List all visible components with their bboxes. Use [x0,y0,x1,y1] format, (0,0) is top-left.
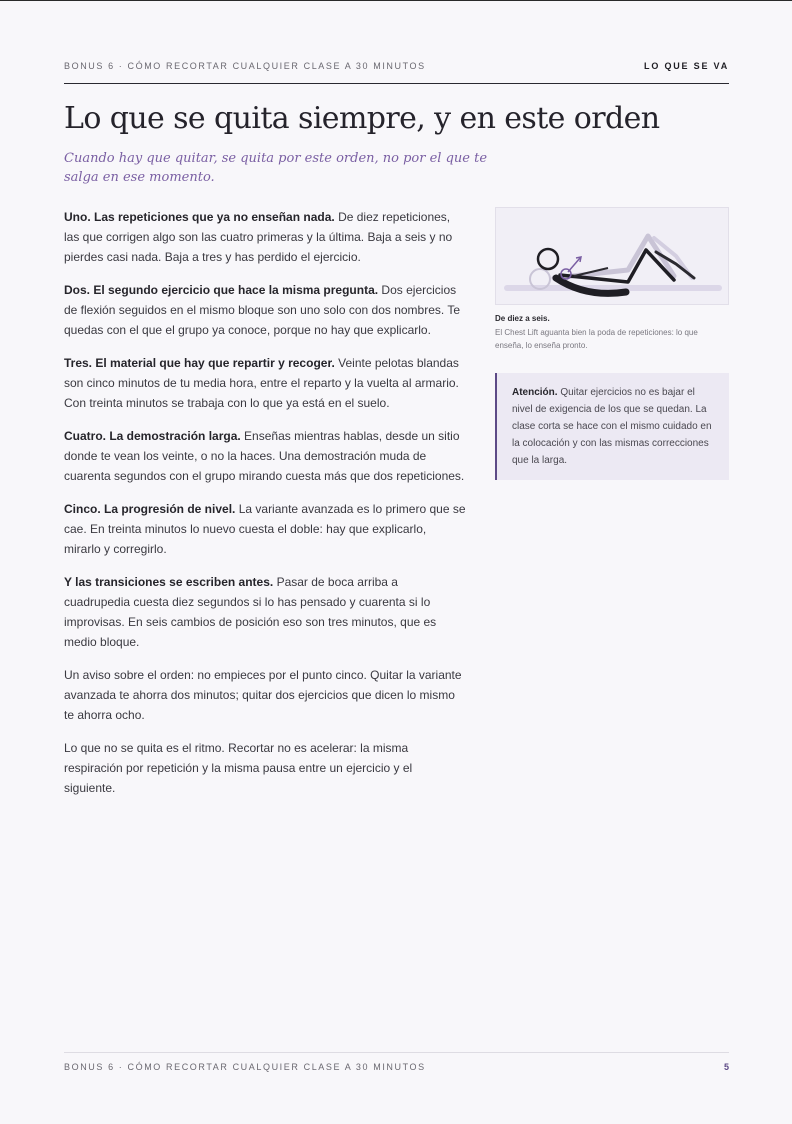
footer-divider [64,1052,729,1053]
page-subtitle: Cuando hay que quitar, se quita por este orden, no por el que te salga en ese momento. [64,151,488,185]
chest-lift-illustration-icon [496,208,728,304]
page-number: 5 [723,1062,729,1072]
paragraph-transiciones [64,572,466,652]
paragraph-cuatro [64,426,466,486]
paragraph-text: Pasar de boca arriba a cuadrupedia cuesta diez segundos si lo has pensado y cuarenta si lo improvisas. En seis cambios de posición eso son tres minutos, que es medio bloque. [64,575,437,649]
warning-callout [495,373,729,480]
exercise-figure [495,207,729,305]
paragraph-lead: Cinco. La progresión de nivel. [64,502,236,516]
paragraph-lead: Dos. El segundo ejercicio que hace la misma pregunta. [64,283,379,297]
paragraph-dos [64,280,466,340]
paragraph-uno [64,207,466,267]
paragraph-text: Enseñas mientras hablas, desde un sitio donde te vean los veinte, o no la haces. Una demostración muda de cuarenta segundos con el grupo mirando cuesta más que dos repeticiones. [64,429,465,483]
running-header-section: LO QUE SE VA [644,61,729,71]
figure-caption-text: El Chest Lift aguanta bien la poda de repeticiones: lo que enseña, lo enseña pronto. [495,328,698,350]
page [64,1,729,1124]
paragraph-tres [64,353,466,413]
paragraph-lead: Y las transiciones se escriben antes. [64,575,274,589]
page-title: Lo que se quita siempre, y en este orden [64,101,660,136]
paragraph-lead: Uno. Las repeticiones que ya no enseñan nada. [64,210,335,224]
body-column [64,207,466,811]
running-header-title: BONUS 6 · CÓMO RECORTAR CUALQUIER CLASE A 30 MINUTOS [64,61,426,71]
paragraph-text: Dos ejercicios de flexión seguidos en el mismo bloque son uno solo con dos nombres. Te quedas con el que el grupo ya conoce, porque no hay que explicarlo. [64,283,461,337]
running-footer-title: BONUS 6 · CÓMO RECORTAR CUALQUIER CLASE A 30 MINUTOS [64,1062,426,1072]
running-header [64,61,729,71]
callout-text: Quitar ejercicios no es bajar el nivel de exigencia de los que se quedan. La clase corta se hace con el mismo cuidado en la colocación y con las mismas correcciones que la larga. [512,387,712,466]
paragraph-ritmo [64,738,466,798]
paragraph-lead: Tres. El material que hay que repartir y recoger. [64,356,335,370]
paragraph-cinco [64,499,466,559]
paragraph-text: La variante avanzada es lo primero que se cae. En treinta minutos lo nuevo cuesta el doble: hay que explicarlo, mirarlo y corregirlo. [64,502,466,556]
figure-caption-title: De diez a seis. [495,314,550,323]
paragraph-text: Veinte pelotas blandas son cinco minutos de tu media hora, entre el reparto y la vuelta al armario. Con treinta minutos se trabaja con lo que ya está en el suelo. [64,356,459,410]
sidebar [495,207,729,480]
paragraph-text: Lo que no se quita es el ritmo. Recortar no es acelerar: la misma respiración por repetición y la misma pausa entre un ejercicio y el siguiente. [64,741,413,795]
paragraph-aviso [64,665,466,725]
running-footer [64,1062,729,1072]
header-divider [64,83,729,84]
paragraph-lead: Cuatro. La demostración larga. [64,429,241,443]
paragraph-text: Un aviso sobre el orden: no empieces por el punto cinco. Quitar la variante avanzada te ahorra dos minutos; quitar dos ejercicios que dicen lo mismo te ahorra ocho. [64,668,462,722]
paragraph-text: De diez repeticiones, las que corrigen algo son las cuatro primeras y la última. Baja a seis y no pierdes casi nada. Baja a tres y has perdido el ejercicio. [64,210,453,264]
callout-lead: Atención. [512,387,558,398]
